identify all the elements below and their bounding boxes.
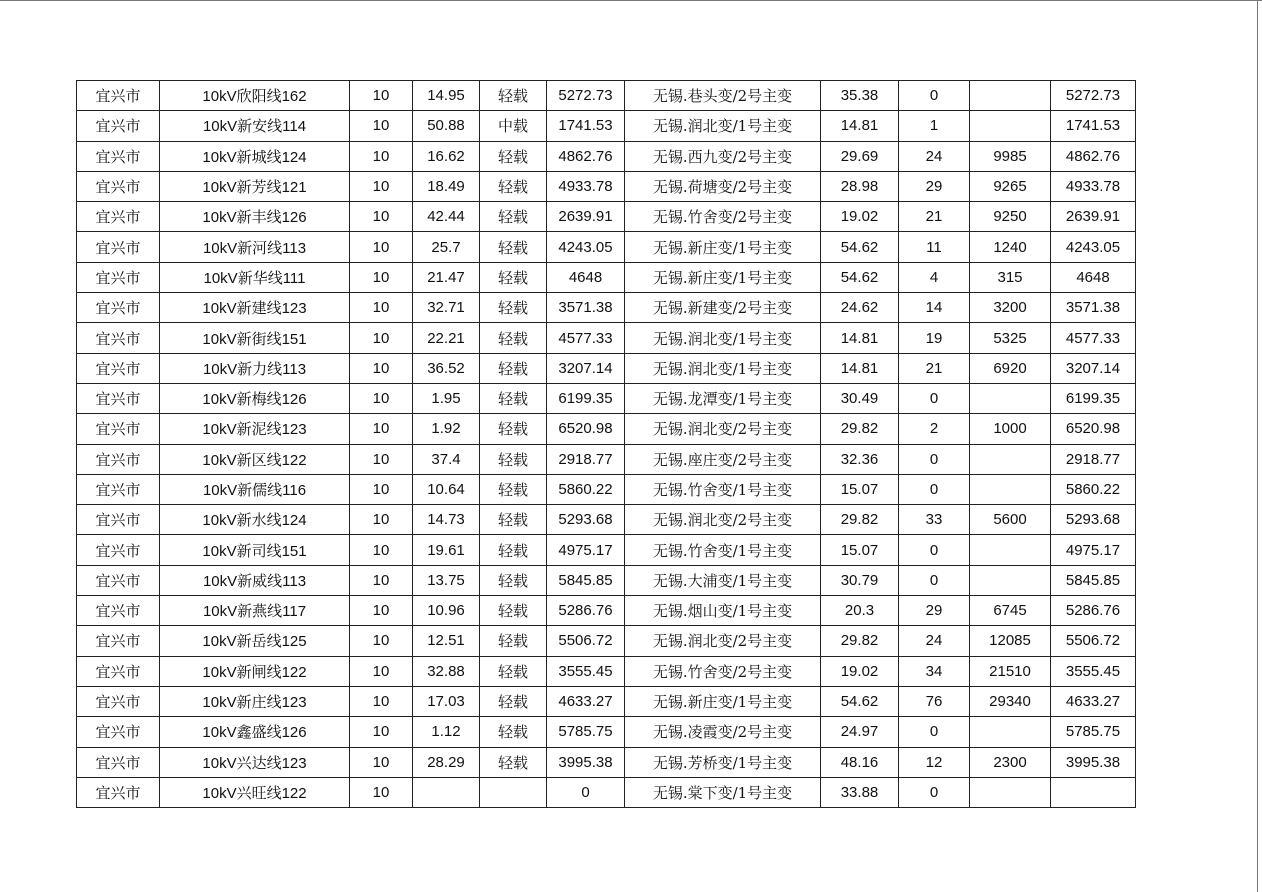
line-name-cell: 10kV新芳线121 (160, 171, 350, 201)
voltage-cell: 10 (350, 202, 413, 232)
load-status-cell: 轻载 (480, 293, 547, 323)
transformer-load-cell: 15.07 (821, 474, 899, 504)
transformer-load-cell: 48.16 (821, 747, 899, 777)
count-cell: 0 (899, 474, 970, 504)
line-name-cell: 10kV新区线122 (160, 444, 350, 474)
voltage-cell: 10 (350, 686, 413, 716)
voltage-cell: 10 (350, 414, 413, 444)
table-row (77, 656, 1136, 686)
capacity-sum-cell (970, 383, 1051, 413)
table-row (77, 262, 1136, 292)
page-edge-right (1257, 0, 1258, 892)
city-cell: 宜兴市 (77, 383, 160, 413)
line-name-cell: 10kV新街线151 (160, 323, 350, 353)
voltage-cell: 10 (350, 111, 413, 141)
voltage-cell: 10 (350, 626, 413, 656)
substation-cell: 无锡.竹舍变/2号主变 (625, 202, 821, 232)
transformer-load-cell: 29.82 (821, 505, 899, 535)
line-name-cell: 10kV鑫盛线126 (160, 717, 350, 747)
load-rate-cell: 16.62 (413, 141, 480, 171)
capacity-sum-cell: 6920 (970, 353, 1051, 383)
capacity-cell: 3571.38 (547, 293, 625, 323)
capacity-cell: 1741.53 (547, 111, 625, 141)
capacity-cell: 4933.78 (547, 171, 625, 201)
load-rate-cell: 13.75 (413, 565, 480, 595)
transformer-load-cell: 29.82 (821, 414, 899, 444)
transformer-load-cell: 35.38 (821, 81, 899, 111)
table-row (77, 686, 1136, 716)
line-name-cell: 10kV兴旺线122 (160, 777, 350, 807)
voltage-cell: 10 (350, 596, 413, 626)
line-name-cell: 10kV欣阳线162 (160, 81, 350, 111)
line-name-cell: 10kV新城线124 (160, 141, 350, 171)
table-row (77, 535, 1136, 565)
substation-cell: 无锡.润北变/1号主变 (625, 353, 821, 383)
count-cell: 21 (899, 353, 970, 383)
capacity-sum-cell: 6745 (970, 596, 1051, 626)
table-row (77, 171, 1136, 201)
available-capacity-cell: 5293.68 (1051, 505, 1136, 535)
table-body (77, 81, 1136, 808)
substation-cell: 无锡.龙潭变/1号主变 (625, 383, 821, 413)
line-name-cell: 10kV新力线113 (160, 353, 350, 383)
transformer-load-cell: 19.02 (821, 202, 899, 232)
transformer-load-cell: 54.62 (821, 686, 899, 716)
load-rate-cell: 32.71 (413, 293, 480, 323)
substation-cell: 无锡.烟山变/1号主变 (625, 596, 821, 626)
page-edge-top (0, 0, 1262, 1)
transformer-load-cell: 30.49 (821, 383, 899, 413)
count-cell: 11 (899, 232, 970, 262)
available-capacity-cell: 4243.05 (1051, 232, 1136, 262)
feeder-load-table (76, 80, 1136, 808)
load-status-cell: 轻载 (480, 686, 547, 716)
load-rate-cell: 14.73 (413, 505, 480, 535)
capacity-sum-cell (970, 111, 1051, 141)
capacity-cell: 5286.76 (547, 596, 625, 626)
voltage-cell: 10 (350, 262, 413, 292)
voltage-cell: 10 (350, 141, 413, 171)
capacity-sum-cell (970, 474, 1051, 504)
load-status-cell: 轻载 (480, 626, 547, 656)
load-rate-cell: 28.29 (413, 747, 480, 777)
voltage-cell: 10 (350, 474, 413, 504)
line-name-cell: 10kV新威线113 (160, 565, 350, 595)
capacity-sum-cell: 1000 (970, 414, 1051, 444)
capacity-cell: 5860.22 (547, 474, 625, 504)
voltage-cell: 10 (350, 717, 413, 747)
line-name-cell: 10kV新梅线126 (160, 383, 350, 413)
count-cell: 29 (899, 171, 970, 201)
capacity-cell: 4633.27 (547, 686, 625, 716)
voltage-cell: 10 (350, 747, 413, 777)
city-cell: 宜兴市 (77, 111, 160, 141)
count-cell: 4 (899, 262, 970, 292)
table-row (77, 626, 1136, 656)
transformer-load-cell: 14.81 (821, 111, 899, 141)
city-cell: 宜兴市 (77, 777, 160, 807)
available-capacity-cell: 5286.76 (1051, 596, 1136, 626)
capacity-cell: 4862.76 (547, 141, 625, 171)
substation-cell: 无锡.荷塘变/2号主变 (625, 171, 821, 201)
city-cell: 宜兴市 (77, 505, 160, 535)
transformer-load-cell: 54.62 (821, 262, 899, 292)
capacity-cell: 5845.85 (547, 565, 625, 595)
line-name-cell: 10kV新安线114 (160, 111, 350, 141)
capacity-cell: 3207.14 (547, 353, 625, 383)
load-rate-cell: 10.64 (413, 474, 480, 504)
available-capacity-cell: 2918.77 (1051, 444, 1136, 474)
line-name-cell: 10kV新司线151 (160, 535, 350, 565)
capacity-sum-cell: 315 (970, 262, 1051, 292)
substation-cell: 无锡.棠下变/1号主变 (625, 777, 821, 807)
capacity-sum-cell: 3200 (970, 293, 1051, 323)
city-cell: 宜兴市 (77, 232, 160, 262)
table-row (77, 323, 1136, 353)
load-status-cell: 轻载 (480, 656, 547, 686)
load-rate-cell: 14.95 (413, 81, 480, 111)
substation-cell: 无锡.竹舍变/1号主变 (625, 474, 821, 504)
substation-cell: 无锡.巷头变/2号主变 (625, 81, 821, 111)
available-capacity-cell: 4577.33 (1051, 323, 1136, 353)
capacity-cell: 4975.17 (547, 535, 625, 565)
available-capacity-cell: 4862.76 (1051, 141, 1136, 171)
city-cell: 宜兴市 (77, 141, 160, 171)
table-row (77, 565, 1136, 595)
capacity-cell: 4243.05 (547, 232, 625, 262)
count-cell: 21 (899, 202, 970, 232)
load-status-cell: 中载 (480, 111, 547, 141)
capacity-sum-cell: 12085 (970, 626, 1051, 656)
count-cell: 0 (899, 717, 970, 747)
available-capacity-cell: 6199.35 (1051, 383, 1136, 413)
substation-cell: 无锡.大浦变/1号主变 (625, 565, 821, 595)
capacity-sum-cell: 29340 (970, 686, 1051, 716)
table-row (77, 444, 1136, 474)
capacity-sum-cell: 9250 (970, 202, 1051, 232)
capacity-cell: 0 (547, 777, 625, 807)
count-cell: 76 (899, 686, 970, 716)
table-row (77, 232, 1136, 262)
count-cell: 14 (899, 293, 970, 323)
load-rate-cell (413, 777, 480, 807)
count-cell: 1 (899, 111, 970, 141)
capacity-sum-cell (970, 717, 1051, 747)
transformer-load-cell: 33.88 (821, 777, 899, 807)
voltage-cell: 10 (350, 383, 413, 413)
capacity-cell: 3995.38 (547, 747, 625, 777)
count-cell: 0 (899, 777, 970, 807)
line-name-cell: 10kV新泥线123 (160, 414, 350, 444)
capacity-sum-cell (970, 777, 1051, 807)
substation-cell: 无锡.润北变/2号主变 (625, 626, 821, 656)
transformer-load-cell: 20.3 (821, 596, 899, 626)
line-name-cell: 10kV新燕线117 (160, 596, 350, 626)
count-cell: 0 (899, 444, 970, 474)
available-capacity-cell: 3571.38 (1051, 293, 1136, 323)
voltage-cell: 10 (350, 777, 413, 807)
load-rate-cell: 37.4 (413, 444, 480, 474)
substation-cell: 无锡.润北变/2号主变 (625, 505, 821, 535)
transformer-load-cell: 14.81 (821, 353, 899, 383)
voltage-cell: 10 (350, 232, 413, 262)
voltage-cell: 10 (350, 535, 413, 565)
capacity-cell: 5785.75 (547, 717, 625, 747)
transformer-load-cell: 24.62 (821, 293, 899, 323)
voltage-cell: 10 (350, 656, 413, 686)
transformer-load-cell: 29.69 (821, 141, 899, 171)
load-status-cell: 轻载 (480, 535, 547, 565)
transformer-load-cell: 19.02 (821, 656, 899, 686)
line-name-cell: 10kV新华线111 (160, 262, 350, 292)
capacity-cell: 5506.72 (547, 626, 625, 656)
load-status-cell: 轻载 (480, 353, 547, 383)
city-cell: 宜兴市 (77, 444, 160, 474)
load-rate-cell: 21.47 (413, 262, 480, 292)
voltage-cell: 10 (350, 323, 413, 353)
load-rate-cell: 1.95 (413, 383, 480, 413)
line-name-cell: 10kV新儒线116 (160, 474, 350, 504)
load-status-cell: 轻载 (480, 596, 547, 626)
city-cell: 宜兴市 (77, 262, 160, 292)
available-capacity-cell: 1741.53 (1051, 111, 1136, 141)
load-rate-cell: 1.12 (413, 717, 480, 747)
load-rate-cell: 18.49 (413, 171, 480, 201)
transformer-load-cell: 30.79 (821, 565, 899, 595)
count-cell: 19 (899, 323, 970, 353)
transformer-load-cell: 29.82 (821, 626, 899, 656)
line-name-cell: 10kV新庄线123 (160, 686, 350, 716)
voltage-cell: 10 (350, 505, 413, 535)
capacity-sum-cell: 2300 (970, 747, 1051, 777)
available-capacity-cell: 3555.45 (1051, 656, 1136, 686)
capacity-cell: 6520.98 (547, 414, 625, 444)
voltage-cell: 10 (350, 565, 413, 595)
load-rate-cell: 32.88 (413, 656, 480, 686)
load-status-cell: 轻载 (480, 202, 547, 232)
city-cell: 宜兴市 (77, 414, 160, 444)
load-status-cell: 轻载 (480, 81, 547, 111)
load-rate-cell: 19.61 (413, 535, 480, 565)
capacity-sum-cell: 9985 (970, 141, 1051, 171)
load-status-cell: 轻载 (480, 232, 547, 262)
line-name-cell: 10kV新建线123 (160, 293, 350, 323)
load-status-cell: 轻载 (480, 323, 547, 353)
city-cell: 宜兴市 (77, 474, 160, 504)
city-cell: 宜兴市 (77, 596, 160, 626)
table-row (77, 111, 1136, 141)
capacity-sum-cell (970, 535, 1051, 565)
substation-cell: 无锡.凌霞变/2号主变 (625, 717, 821, 747)
transformer-load-cell: 32.36 (821, 444, 899, 474)
city-cell: 宜兴市 (77, 353, 160, 383)
table-row (77, 414, 1136, 444)
table-row (77, 81, 1136, 111)
city-cell: 宜兴市 (77, 293, 160, 323)
substation-cell: 无锡.润北变/1号主变 (625, 111, 821, 141)
count-cell: 12 (899, 747, 970, 777)
substation-cell: 无锡.竹舍变/2号主变 (625, 656, 821, 686)
count-cell: 0 (899, 565, 970, 595)
load-rate-cell: 17.03 (413, 686, 480, 716)
available-capacity-cell: 5860.22 (1051, 474, 1136, 504)
count-cell: 2 (899, 414, 970, 444)
available-capacity-cell: 4633.27 (1051, 686, 1136, 716)
load-status-cell: 轻载 (480, 565, 547, 595)
city-cell: 宜兴市 (77, 323, 160, 353)
substation-cell: 无锡.新庄变/1号主变 (625, 262, 821, 292)
city-cell: 宜兴市 (77, 171, 160, 201)
table-row (77, 474, 1136, 504)
count-cell: 24 (899, 626, 970, 656)
substation-cell: 无锡.新庄变/1号主变 (625, 686, 821, 716)
count-cell: 0 (899, 535, 970, 565)
available-capacity-cell (1051, 777, 1136, 807)
available-capacity-cell: 5272.73 (1051, 81, 1136, 111)
load-status-cell: 轻载 (480, 414, 547, 444)
load-status-cell (480, 777, 547, 807)
capacity-cell: 4648 (547, 262, 625, 292)
line-name-cell: 10kV新河线113 (160, 232, 350, 262)
load-status-cell: 轻载 (480, 262, 547, 292)
available-capacity-cell: 5845.85 (1051, 565, 1136, 595)
substation-cell: 无锡.西九变/2号主变 (625, 141, 821, 171)
transformer-load-cell: 28.98 (821, 171, 899, 201)
count-cell: 34 (899, 656, 970, 686)
capacity-cell: 5272.73 (547, 81, 625, 111)
table-row (77, 717, 1136, 747)
load-rate-cell: 1.92 (413, 414, 480, 444)
line-name-cell: 10kV新丰线126 (160, 202, 350, 232)
capacity-sum-cell: 5600 (970, 505, 1051, 535)
available-capacity-cell: 5506.72 (1051, 626, 1136, 656)
available-capacity-cell: 3207.14 (1051, 353, 1136, 383)
count-cell: 33 (899, 505, 970, 535)
available-capacity-cell: 4975.17 (1051, 535, 1136, 565)
transformer-load-cell: 54.62 (821, 232, 899, 262)
load-rate-cell: 12.51 (413, 626, 480, 656)
load-status-cell: 轻载 (480, 747, 547, 777)
load-rate-cell: 25.7 (413, 232, 480, 262)
capacity-sum-cell: 1240 (970, 232, 1051, 262)
voltage-cell: 10 (350, 353, 413, 383)
city-cell: 宜兴市 (77, 202, 160, 232)
transformer-load-cell: 24.97 (821, 717, 899, 747)
available-capacity-cell: 6520.98 (1051, 414, 1136, 444)
capacity-sum-cell: 9265 (970, 171, 1051, 201)
voltage-cell: 10 (350, 81, 413, 111)
load-rate-cell: 36.52 (413, 353, 480, 383)
table-row (77, 202, 1136, 232)
count-cell: 24 (899, 141, 970, 171)
table-row (77, 596, 1136, 626)
capacity-cell: 3555.45 (547, 656, 625, 686)
capacity-sum-cell: 5325 (970, 323, 1051, 353)
load-rate-cell: 22.21 (413, 323, 480, 353)
capacity-sum-cell (970, 81, 1051, 111)
substation-cell: 无锡.座庄变/2号主变 (625, 444, 821, 474)
line-name-cell: 10kV兴达线123 (160, 747, 350, 777)
load-status-cell: 轻载 (480, 141, 547, 171)
available-capacity-cell: 4933.78 (1051, 171, 1136, 201)
capacity-sum-cell (970, 444, 1051, 474)
load-status-cell: 轻载 (480, 383, 547, 413)
city-cell: 宜兴市 (77, 686, 160, 716)
load-rate-cell: 10.96 (413, 596, 480, 626)
city-cell: 宜兴市 (77, 626, 160, 656)
city-cell: 宜兴市 (77, 717, 160, 747)
load-status-cell: 轻载 (480, 444, 547, 474)
capacity-cell: 2918.77 (547, 444, 625, 474)
load-status-cell: 轻载 (480, 474, 547, 504)
table-row (77, 141, 1136, 171)
load-status-cell: 轻载 (480, 717, 547, 747)
line-name-cell: 10kV新水线124 (160, 505, 350, 535)
line-name-cell: 10kV新闸线122 (160, 656, 350, 686)
table-row (77, 353, 1136, 383)
city-cell: 宜兴市 (77, 535, 160, 565)
capacity-cell: 2639.91 (547, 202, 625, 232)
substation-cell: 无锡.润北变/1号主变 (625, 323, 821, 353)
table-row (77, 505, 1136, 535)
table-row (77, 293, 1136, 323)
count-cell: 0 (899, 81, 970, 111)
available-capacity-cell: 2639.91 (1051, 202, 1136, 232)
available-capacity-cell: 4648 (1051, 262, 1136, 292)
load-status-cell: 轻载 (480, 505, 547, 535)
voltage-cell: 10 (350, 171, 413, 201)
city-cell: 宜兴市 (77, 747, 160, 777)
capacity-sum-cell (970, 565, 1051, 595)
capacity-cell: 6199.35 (547, 383, 625, 413)
load-rate-cell: 50.88 (413, 111, 480, 141)
capacity-sum-cell: 21510 (970, 656, 1051, 686)
capacity-cell: 4577.33 (547, 323, 625, 353)
substation-cell: 无锡.竹舍变/1号主变 (625, 535, 821, 565)
table-row (77, 777, 1136, 807)
available-capacity-cell: 3995.38 (1051, 747, 1136, 777)
voltage-cell: 10 (350, 444, 413, 474)
city-cell: 宜兴市 (77, 81, 160, 111)
substation-cell: 无锡.芳桥变/1号主变 (625, 747, 821, 777)
load-rate-cell: 42.44 (413, 202, 480, 232)
capacity-cell: 5293.68 (547, 505, 625, 535)
count-cell: 0 (899, 383, 970, 413)
line-name-cell: 10kV新岳线125 (160, 626, 350, 656)
substation-cell: 无锡.润北变/2号主变 (625, 414, 821, 444)
substation-cell: 无锡.新建变/2号主变 (625, 293, 821, 323)
count-cell: 29 (899, 596, 970, 626)
table-row (77, 383, 1136, 413)
substation-cell: 无锡.新庄变/1号主变 (625, 232, 821, 262)
available-capacity-cell: 5785.75 (1051, 717, 1136, 747)
city-cell: 宜兴市 (77, 656, 160, 686)
transformer-load-cell: 15.07 (821, 535, 899, 565)
table-row (77, 747, 1136, 777)
voltage-cell: 10 (350, 293, 413, 323)
city-cell: 宜兴市 (77, 565, 160, 595)
transformer-load-cell: 14.81 (821, 323, 899, 353)
load-status-cell: 轻载 (480, 171, 547, 201)
